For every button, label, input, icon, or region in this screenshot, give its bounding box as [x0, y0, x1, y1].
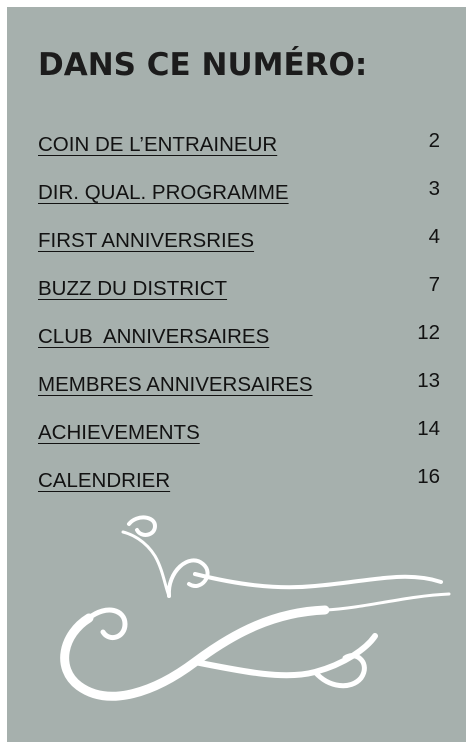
toc-entry-page: 13	[417, 369, 440, 392]
toc-entry-page: 16	[417, 465, 440, 488]
toc-entry-label[interactable]: BUZZ DU DISTRICT	[38, 277, 228, 300]
toc-entry-label[interactable]: CALENDRIER	[38, 469, 171, 492]
contents-panel	[7, 7, 466, 742]
toc-entry-page: 14	[417, 417, 440, 440]
toc-entry-program-quality[interactable]	[38, 177, 440, 211]
toc-entry-label[interactable]: ACHIEVEMENTS	[38, 421, 200, 444]
toc-entry-page: 2	[428, 129, 440, 152]
toc-entry-label[interactable]: MEMBRES ANNIVERSAIRES	[38, 373, 313, 396]
toc-entry-coach-corner[interactable]	[38, 129, 440, 163]
toc-entry-label[interactable]: DIR. QUAL. PROGRAMME	[38, 181, 289, 204]
toc-entry-label[interactable]: COIN DE L’ENTRAINEUR	[38, 133, 278, 156]
toc-entry-label[interactable]: FIRST ANNIVERSRIES	[38, 229, 255, 252]
toc-entry-page: 12	[417, 321, 440, 344]
toc-entry-member-anniversaries[interactable]	[38, 369, 440, 403]
toc-entry-page: 7	[428, 273, 440, 296]
toc-entry-first-anniversaries[interactable]	[38, 225, 440, 259]
toc-entry-page: 4	[428, 225, 440, 248]
toc-entry-label[interactable]: CLUB ANNIVERSAIRES	[38, 325, 270, 348]
toc-entry-calendar[interactable]	[38, 465, 440, 499]
toc-entry-club-anniversaries[interactable]	[38, 321, 440, 355]
swirl-flourish-icon	[45, 512, 455, 722]
contents-heading: DANS CE NUMÉRO:	[38, 47, 368, 83]
toc-entry-page: 3	[428, 177, 440, 200]
toc-entry-achievements[interactable]	[38, 417, 440, 451]
toc-entry-district-buzz[interactable]	[38, 273, 440, 307]
